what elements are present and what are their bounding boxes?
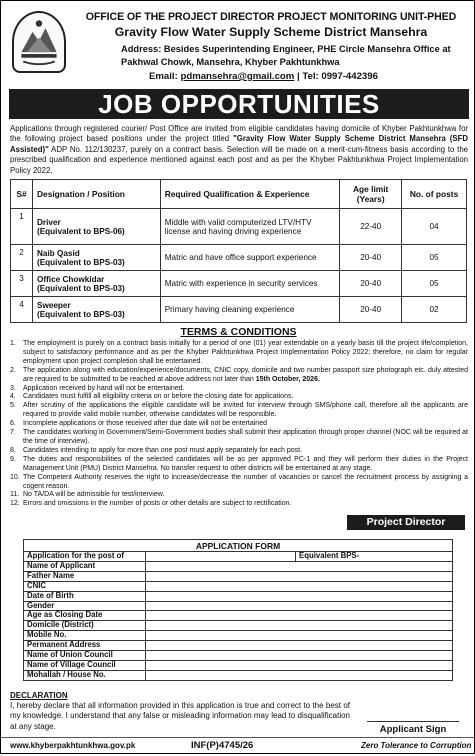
address-line-2: Pakhwal Chowk, Mansehra, Khyber Pakhtunkhwa xyxy=(121,57,340,67)
item-number: 2. xyxy=(10,366,16,374)
row-qualification: Matric with experience in security services xyxy=(160,271,340,297)
form-row-post xyxy=(24,552,453,562)
project-title: "Gravity Flow Water Supply Scheme District Mansehra (SFD Assisted)" xyxy=(10,134,468,154)
item-text: The employment is purely on a contract basis initially for a period of one (01) year extendable on a yearly basis till the project life/completion, subject to satisfactory performance and as per the Khyber Pakhtunkhwa Project Implementation Policy 2022; therefore, no claim for regular employment upon project completion shall be entertained. xyxy=(23,340,468,365)
header-qualification: Required Qualification & Experience xyxy=(160,180,340,209)
row-age: 20-40 xyxy=(340,297,402,323)
item-number: 4. xyxy=(10,393,16,401)
field-label: Name of Village Council xyxy=(24,660,146,670)
post-label: Application for the post of xyxy=(24,552,146,562)
row-qualification: Primary having cleaning experience xyxy=(160,297,340,323)
row-designation xyxy=(32,297,160,323)
website-link[interactable]: www.khyberpakhtunkhwa.gov.pk xyxy=(10,741,136,750)
item-text: Application received by hand will not be entertained. xyxy=(23,384,185,392)
list-item xyxy=(10,402,468,420)
row-sno: 4 xyxy=(11,297,33,323)
address xyxy=(121,43,471,69)
post-bps: (Equivalent to BPS-03) xyxy=(36,257,125,267)
field-input[interactable] xyxy=(146,641,453,651)
header-posts: No. of posts xyxy=(402,180,467,209)
row-sno: 2 xyxy=(11,245,33,271)
row-qualification: Matric and have office support experience xyxy=(160,245,340,271)
list-item xyxy=(10,385,468,394)
form-row xyxy=(24,651,453,661)
field-label: Mobile No. xyxy=(24,631,146,641)
job-opportunities-banner: JOB OPPORTUNITIES xyxy=(9,89,469,119)
field-input[interactable] xyxy=(146,591,453,601)
table-row xyxy=(11,245,467,271)
field-label: Name of Applicant xyxy=(24,561,146,571)
item-text: The Competent Authority reserves the right to increase/decrease the number of vacancies or cancel the recruitment process by assigning a cogent reason. xyxy=(23,473,468,490)
post-bps: (Equivalent to BPS-06) xyxy=(36,226,125,236)
item-number: 6. xyxy=(10,420,16,428)
post-title: Driver xyxy=(36,217,61,227)
field-label: Age as Closing Date xyxy=(24,611,146,621)
row-sno: 3 xyxy=(11,271,33,297)
form-row xyxy=(24,631,453,641)
field-input[interactable] xyxy=(146,660,453,670)
row-qualification: Middle with valid computerized LTV/HTV license and having driving experience xyxy=(160,209,340,245)
emblem-icon xyxy=(14,13,64,71)
list-item xyxy=(10,367,468,385)
field-label: Permanent Address xyxy=(24,641,146,651)
field-input[interactable] xyxy=(146,581,453,591)
row-sno: 1 xyxy=(11,209,33,245)
inf-number: INF(P)4745/26 xyxy=(191,740,254,751)
field-input[interactable] xyxy=(146,571,453,581)
row-posts: 04 xyxy=(402,209,467,245)
application-form-table xyxy=(23,551,453,681)
item-number: 10. xyxy=(10,473,20,481)
declaration-text: I, hereby declare that all information provided in this application is true and correct to the best of my knowledge. I understand that any false or misleading information may lead to disqualification at any stage. xyxy=(10,701,350,731)
declaration-heading: DECLARATION xyxy=(10,691,68,700)
table-row xyxy=(11,209,467,245)
list-item xyxy=(10,393,468,402)
post-field[interactable] xyxy=(146,552,296,562)
item-text: The application along with education/experience/documents, CNIC copy, domicile and two number passport size photograph etc. duly attested are required to be submitted to be reached at above address not later than xyxy=(23,366,468,383)
form-row xyxy=(24,571,453,581)
field-input[interactable] xyxy=(146,631,453,641)
form-row xyxy=(24,561,453,571)
field-label: Domicile (District) xyxy=(24,621,146,631)
row-designation xyxy=(32,271,160,297)
list-item xyxy=(10,491,468,500)
project-director-signature: Project Director xyxy=(347,515,465,530)
field-input[interactable] xyxy=(146,651,453,661)
post-bps: (Equivalent to BPS-03) xyxy=(36,283,125,293)
field-label: Name of Union Council xyxy=(24,651,146,661)
table-row xyxy=(11,297,467,323)
row-age: 20-40 xyxy=(340,271,402,297)
item-text: Candidates intending to apply for more than one post must apply separately for each post. xyxy=(23,446,303,454)
item-number: 12. xyxy=(10,500,20,508)
posts-table xyxy=(10,179,467,323)
row-age: 22-40 xyxy=(340,209,402,245)
field-input[interactable] xyxy=(146,561,453,571)
row-posts: 02 xyxy=(402,297,467,323)
list-item xyxy=(10,456,468,474)
item-number: 7. xyxy=(10,429,16,437)
header-age: Age limit (Years) xyxy=(340,180,402,209)
email-link[interactable]: pdmansehra@gmail.com xyxy=(180,71,295,82)
item-text: After scrutiny of the applications the eligible candidate will be invited for interview through SMS/phone call, therefore all the applicants are required to provide valid mobile number, otherwise candidates will be responsible. xyxy=(23,402,468,419)
field-input[interactable] xyxy=(146,670,453,680)
contact-line xyxy=(149,71,378,82)
item-number: 8. xyxy=(10,446,16,454)
item-number: 11. xyxy=(10,491,20,499)
govt-logo xyxy=(12,11,66,73)
list-item xyxy=(10,474,468,492)
list-item xyxy=(10,420,468,429)
row-designation xyxy=(32,245,160,271)
item-text: Candidates must fulfill all eligibility criteria on or before the closing date for applications. xyxy=(23,393,294,401)
item-number: 3. xyxy=(10,384,16,392)
intro-paragraph xyxy=(10,124,468,176)
posts-table-header xyxy=(11,180,467,209)
telephone: | Tel: 0997-442396 xyxy=(297,71,378,82)
form-row xyxy=(24,581,453,591)
scheme-title: Gravity Flow Water Supply Scheme District Mansehra xyxy=(114,25,428,39)
terms-list xyxy=(10,340,468,509)
list-item xyxy=(10,500,468,509)
item-text: The duties and responsibilities of the selected candidates will be as per approved PC-1 and they will perform their duties in the Project Management Unit (PMU) District Mansehra. No transfer request to other districts will be entertained at any stage. xyxy=(23,455,468,472)
item-text: Errors and omissions in the number of posts or other details are subject to rectification. xyxy=(23,500,292,508)
office-title: OFFICE OF THE PROJECT DIRECTOR PROJECT MONITORING UNIT-PHED xyxy=(85,11,457,23)
field-label: CNIC xyxy=(24,581,146,591)
item-number: 9. xyxy=(10,455,16,463)
form-row xyxy=(24,601,453,611)
post-bps: (Equivalent to BPS-03) xyxy=(36,309,125,319)
row-age: 20-40 xyxy=(340,245,402,271)
post-title: Office Chowkidar xyxy=(36,274,105,284)
form-row xyxy=(24,611,453,621)
item-number: 5. xyxy=(10,402,16,410)
row-posts: 05 xyxy=(402,271,467,297)
list-item xyxy=(10,447,468,456)
slogan: Zero Tolerance to Corruption xyxy=(361,741,472,750)
bps-field[interactable] xyxy=(296,552,453,562)
address-line-1: Address: Besides Superintending Engineer, PHE Circle Mansehra Office at xyxy=(121,44,451,54)
list-item xyxy=(10,340,468,367)
closing-date: 15th October, 2026. xyxy=(255,375,320,383)
field-input[interactable] xyxy=(146,621,453,631)
form-row xyxy=(24,591,453,601)
form-row xyxy=(24,670,453,680)
post-title: Naib Qasid xyxy=(36,248,80,258)
field-label: Gender xyxy=(24,601,146,611)
applicant-sign: Applicant Sign xyxy=(367,721,459,735)
application-form-title: APPLICATION FORM xyxy=(23,539,453,552)
field-label: Father Name xyxy=(24,571,146,581)
field-label: Date of Birth xyxy=(24,591,146,601)
intro-text-1: Applications through registered courier/ Post Office are invited from eligible candidates having domicile of Khyber Pakhtunkhwa for the following project based positions under the project titled xyxy=(10,124,468,144)
form-row xyxy=(24,641,453,651)
field-input[interactable] xyxy=(146,601,453,611)
header-designation: Designation / Position xyxy=(32,180,160,209)
item-text: No TA/DA will be admissible for test/interview. xyxy=(23,491,165,499)
bps-label: Equivalent BPS- xyxy=(299,551,360,560)
row-posts: 05 xyxy=(402,245,467,271)
intro-text-2: ADP No. 112/130237, purely on a contract basis. Selection will be made on a merit-cum-fitness basis according to the prescribed qualification and experience mentioned against each post and as per the Khyber Pakhtunkhwa Project Implementation Policy 2022. xyxy=(10,144,468,175)
form-row xyxy=(24,621,453,631)
field-input[interactable] xyxy=(146,611,453,621)
item-number: 1. xyxy=(10,340,16,347)
form-row xyxy=(24,660,453,670)
email-label: Email: xyxy=(149,71,178,82)
terms-title: TERMS & CONDITIONS xyxy=(180,326,297,338)
row-designation xyxy=(32,209,160,245)
list-item xyxy=(10,429,468,447)
item-text: Incomplete applications or those received after due date will not be entertained xyxy=(23,420,267,428)
item-text: The candidates working in Government/Semi-Government bodies shall submit their application through proper channel (NOC will be required at the time of interview). xyxy=(23,429,468,445)
post-title: Sweeper xyxy=(36,300,71,310)
header-sno: S# xyxy=(11,180,33,209)
table-row xyxy=(11,271,467,297)
field-label: Mohallah / House No. xyxy=(24,670,146,680)
